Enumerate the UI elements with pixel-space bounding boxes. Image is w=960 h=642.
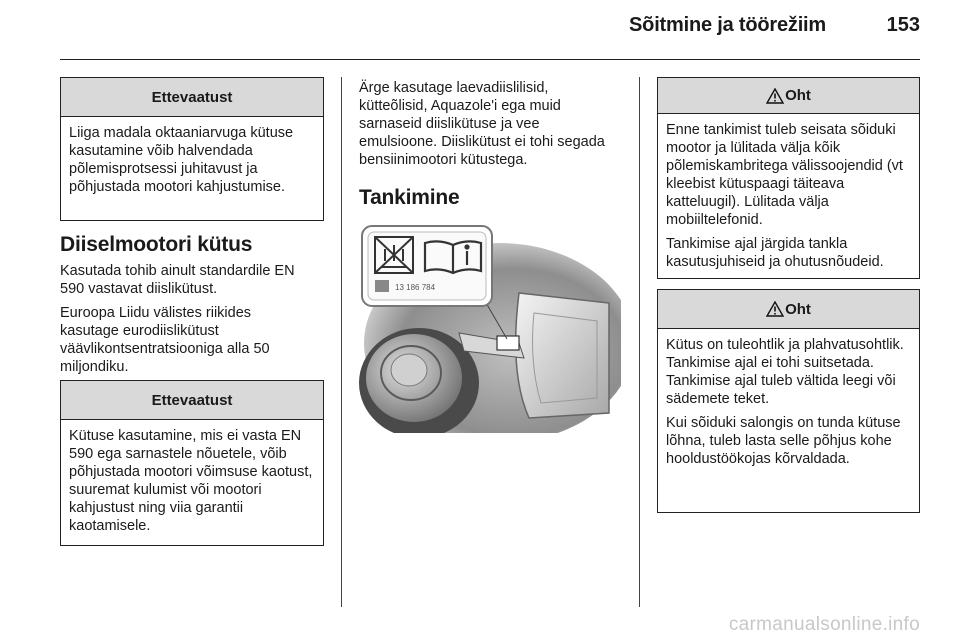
caution-box-title: Ettevaatust [61,381,323,420]
page-header-title: Sõitmine ja töörežiim [629,14,826,36]
warning-triangle-icon [766,88,784,104]
header-divider [60,59,920,60]
figure-label: 13 186 784 [395,283,436,292]
paragraph-diesel-mixing: Ärge kasutage laevadiislilisid, kütteõlisid, Aquazole'i ega muid sarnaseid diislikütuse ja vee emulsioone. Diislikütust ei tohi segada bensiinimootori kütustega. [359,80,605,168]
caution-box-paragraph: Liiga madala oktaaniarvuga kütuse kasutamine võib halvendada põlemisprotsessi juhitavust ja põhjustada mootori kahjustumise. [69,125,294,195]
danger-box-paragraph: Enne tankimist tuleb seisata sõiduki mootor ja lülitada välja kõik põlemiskambritega välissoojendid (vt kleebist kütuspaagi täiteava katteluugil). Lülitada välja mobiiltelefonid. [666,122,903,228]
danger-box-paragraph: Kütus on tuleohtlik ja plahvatusohtlik. Tankimise ajal ei tohi suitsetada. Tankimise ajal tuleb vältida leegi või sädemete teket. [666,337,904,407]
danger-box-title [658,290,919,329]
caution-box-title: Ettevaatust [61,78,323,117]
danger-box-title-text: Oht [785,300,811,318]
danger-box-paragraph: Tankimise ajal järgida tankla kasutusjuhiseid ja ohutusnõudeid. [666,236,884,270]
warning-triangle-icon [766,301,784,317]
danger-box-title [658,78,919,114]
section-heading-refuelling: Tankimine [359,186,460,209]
paragraph-diesel-eu: Euroopa Liidu välistes riikides kasutage eurodiislikütust väävlikontsentratsiooniga alla 50 miljondiku. [60,305,270,375]
watermark: carmanualsonline.info [728,614,920,635]
danger-box-flammable [657,289,920,513]
caution-box-text [61,420,323,535]
fuel-filler-flap-illustration [359,223,621,433]
danger-box-refuelling [657,77,920,279]
section-heading-diesel: Diiselmootori kütus [60,233,253,256]
page-number: 153 [886,14,920,36]
gm-logo-icon [375,280,389,292]
danger-box-paragraph: Kui sõiduki salongis on tunda kütuse lõhna, tuleb lasta selle põhjus kohe hooldustöökojas kõrvaldada. [666,415,901,467]
caution-box-en590 [60,380,324,546]
danger-box-text [658,114,919,271]
danger-box-text [658,329,919,468]
column-divider-right [639,77,640,607]
caution-box-octane [60,77,324,221]
paragraph-diesel-standard: Kasutada tohib ainult standardile EN 590 vastavat diislikütust. [60,263,295,297]
caution-box-paragraph: Kütuse kasutamine, mis ei vasta EN 590 ega sarnastele nõuetele, võib põhjustada mootori võimsuse kaotust, suuremat kulumist või mootori kahjustust ning viia garantii kaotamisele. [69,428,313,534]
danger-box-title-text: Oht [785,87,811,104]
column-divider-left [341,77,342,607]
caution-box-text [61,117,323,196]
